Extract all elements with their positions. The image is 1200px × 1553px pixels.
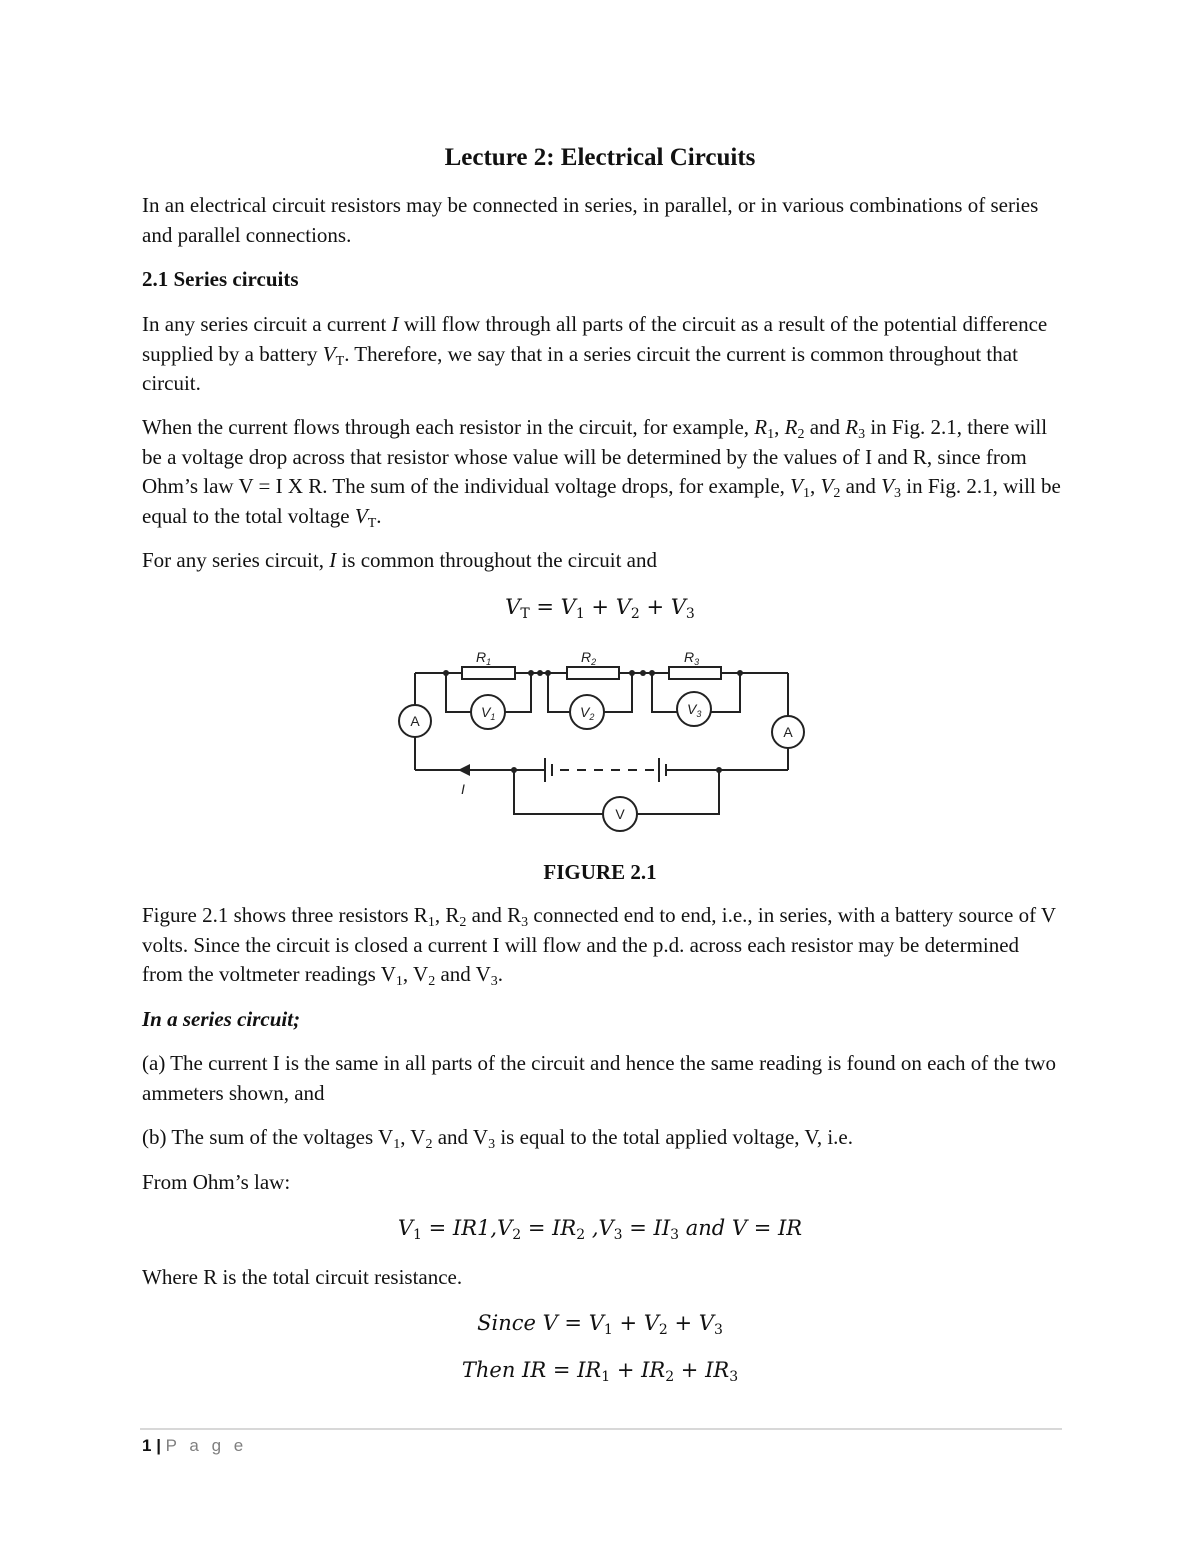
- resistor-r3: [669, 667, 721, 679]
- junction-dot: [528, 670, 534, 676]
- label-r3: $R_3$: [684, 649, 700, 667]
- junction-dot: [640, 670, 646, 676]
- junction-dot: [443, 670, 449, 676]
- label-current: I: [461, 781, 465, 797]
- label-r1: $R_1$: [476, 649, 492, 667]
- series-circuit-heading: In a series circuit;: [142, 1007, 301, 1031]
- footer-divider: [140, 1428, 1062, 1430]
- equation-total-voltage: $V_T = V_1 + V_2 + V_3$: [505, 595, 695, 622]
- section-heading: 2.1 Series circuits: [142, 267, 299, 291]
- intro-paragraph: In an electrical circuit resistors may be connected in series, in parallel, or in various combinations of series and parallel connections.: [142, 193, 1039, 247]
- equation-sum-voltages: Since $V = V_1 + V_2 + V_3$: [477, 1311, 723, 1338]
- page-label: P a g e: [165, 1436, 248, 1455]
- junction-dot: [716, 767, 722, 773]
- list-item-a: (a) The current I is the same in all parts of the circuit and hence the same reading is found on each of the two ammeters shown, and: [142, 1051, 1056, 1105]
- paragraph-total-resistance: Where R is the total circuit resistance.: [142, 1265, 463, 1289]
- page-footer: [142, 1434, 247, 1458]
- paragraph-common-current: For any series circuit, I is common throughout the circuit and: [142, 548, 657, 572]
- paragraph-figure-description: Figure 2.1 shows three resistors $R_1$, $R_2$ and $R_3$ connected end to end, i.e., in series, with a battery source of V volts. Since the circuit is closed a current I will flow and the p.d. across each resistor may be determined from the voltmeter readings $V_1$, $V_2$ and $V_3$.: [142, 903, 1056, 989]
- junction-dot: [545, 670, 551, 676]
- junction-dot: [511, 767, 517, 773]
- label-v3: $V_3$: [687, 701, 702, 719]
- label-v2: $V_2$: [580, 704, 595, 722]
- paragraph-voltage-drops: When the current flows through each resistor in the circuit, for example, $R_1$, $R_2$ and $R_3$ in Fig. 2.1, there will be a voltage drop across that resistor whose value will be determined by the values of I and R, since from Ohm’s law V = I X R. The sum of the individual voltage drops, for example, $V_1$, $V_2$ and $V_3$ in Fig. 2.1, will be equal to the total voltage $V_T$.: [142, 415, 1061, 531]
- paragraph-series-current: In any series circuit a current I will flow through all parts of the circuit as a result of the potential difference supplied by a battery $V_T$. Therefore, we say that in a series circuit the current is common throughout that circuit.: [142, 312, 1048, 395]
- page-number: 1: [142, 1436, 152, 1455]
- equation-sum-resistance: Then IR = $IR_1 + IR_2 + IR_3$: [461, 1358, 739, 1385]
- series-circuit-diagram: [380, 640, 820, 840]
- resistor-r1: [462, 667, 515, 679]
- wire-voltmeter-left: [514, 770, 603, 814]
- ohms-law-label: From Ohm’s law:: [142, 1170, 291, 1194]
- junction-dot: [649, 670, 655, 676]
- junction-dot: [537, 670, 543, 676]
- figure-caption: FIGURE 2.1: [543, 860, 657, 884]
- list-item-b: (b) The sum of the voltages $V_1$, $V_2$ and $V_3$ is equal to the total applied voltage, V, i.e.: [142, 1125, 853, 1152]
- footer-separator: |: [151, 1436, 166, 1455]
- equation-ohms-law: $V_1 = IR1,V_2 = IR_2$ $,V_3 = II_3$ and V = IR: [397, 1216, 803, 1243]
- page-title: Lecture 2: Electrical Circuits: [444, 144, 756, 171]
- label-v1: $V_1$: [481, 704, 496, 722]
- label-ammeter-left: A: [410, 713, 420, 729]
- resistor-r2: [567, 667, 619, 679]
- junction-dot: [737, 670, 743, 676]
- junction-dot: [629, 670, 635, 676]
- wire-voltmeter-right: [637, 770, 719, 814]
- label-ammeter-right: A: [783, 724, 793, 740]
- current-arrow-icon: [458, 764, 470, 776]
- label-voltmeter-total: V: [615, 806, 625, 822]
- label-r2: $R_2$: [581, 649, 597, 667]
